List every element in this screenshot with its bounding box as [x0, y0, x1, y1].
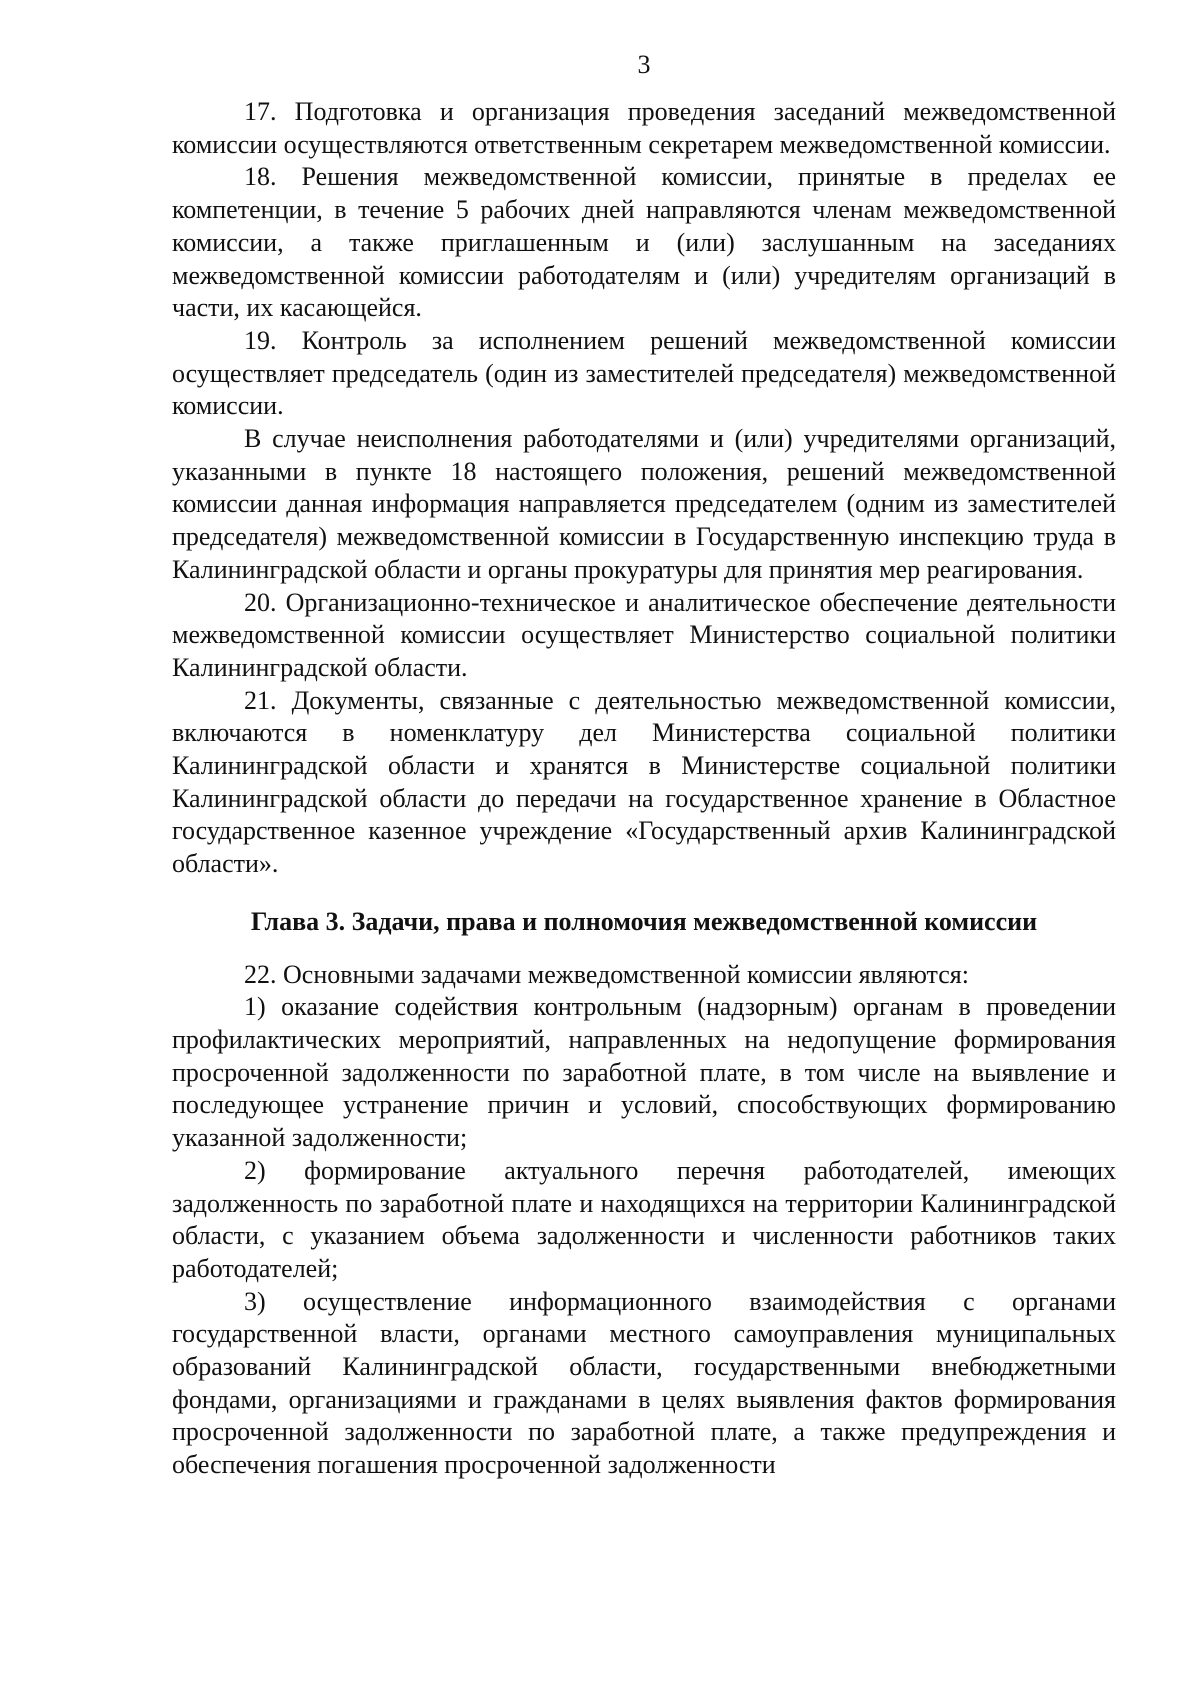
chapter-heading: Глава 3. Задачи, права и полномочия межведомственной комиссии: [250, 906, 1038, 936]
clause-17: 17. Подготовка и организация проведения заседаний межведомственной комиссии осуществляются ответственным секретарем межведомственной комиссии.: [172, 97, 1116, 159]
clause-22: 22. Основными задачами межведомственной комиссии являются:: [244, 959, 969, 989]
clause-20: 20. Организационно-техническое и аналитическое обеспечение деятельности межведомственной комиссии осуществляет Министерство социальной политики Калининградской области.: [172, 587, 1116, 682]
clause-18: 18. Решения межведомственной комиссии, принятые в пределах ее компетенции, в течение 5 рабочих дней направляются членам межведомственной комиссии, а также приглашенным и (или) заслушанным на заседаниях межведомственной комиссии работодателям и (или) учредителям организаций в части, их касающейся.: [172, 162, 1116, 323]
clause-21: 21. Документы, связанные с деятельностью межведомственной комиссии, включаются в номенклатуру дел Министерства социальной политики Калининградской области и хранятся в Министерстве социальной политики Калининградской области до передачи на государственное хранение в Областное государственное казенное учреждение «Государственный архив Калининградской области».: [172, 685, 1116, 879]
clause-22-item-1: 1) оказание содействия контрольным (надзорным) органам в проведении профилактических мероприятий, направленных на недопущение формирования просроченной задолженности по заработной плате, в том числе на выявление и последующее устранение причин и условий, способствующих формированию указанной задолженности;: [172, 992, 1116, 1153]
page-number: 3: [637, 50, 651, 79]
clause-19: 19. Контроль за исполнением решений межведомственной комиссии осуществляет председатель (один из заместителей председателя) межведомственной комиссии.: [172, 325, 1116, 421]
clause-22-item-2: 2) формирование актуального перечня работодателей, имеющих задолженность по заработной плате и находящихся на территории Калининградской области, с указанием объема задолженности и численности работников таких работодателей;: [172, 1155, 1116, 1283]
clause-22-item-3: 3) осуществление информационного взаимодействия с органами государственной власти, органами местного самоуправления муниципальных образований Калининградской области, государственными внебюджетными фондами, организациями и гражданами в целях выявления фактов формирования просроченной задолженности по заработной плате, а также предупреждения и обеспечения погашения просроченной задолженности: [172, 1286, 1116, 1480]
clause-19-continuation: В случае неисполнения работодателями и (или) учредителями организаций, указанными в пункте 18 настоящего положения, решений межведомственной комиссии данная информация направляется председателем (одним из заместителей председателя) межведомственной комиссии в Государственную инспекцию труда в Калининградской области и органы прокуратуры для принятия мер реагирования.: [172, 424, 1116, 584]
